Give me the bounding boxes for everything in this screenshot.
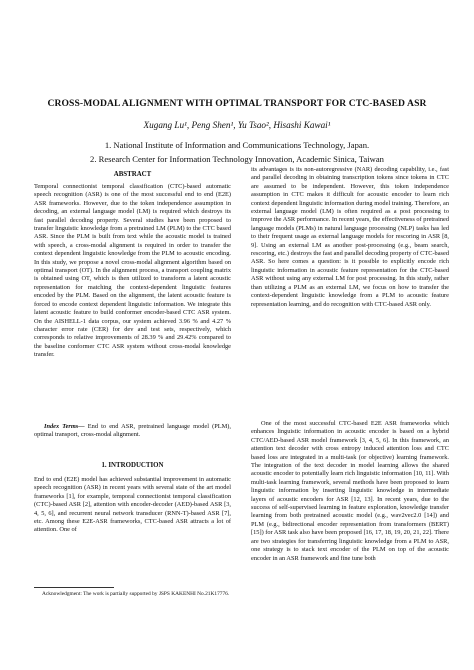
right-column-paragraph-1: its advantages is its non-autoregressive (NAR) decoding capability, i.e., fast and parallel decoding in obtaining transcription tokens since tokens in CTC are assumed to be independent. However, this token independence assumption in CTC makes it difficult for acoustic encoder to learn rich context dependent linguistic information during model training. Therefore, an external language model (LM) is often required as a post processing to improve the ASR performance. In recent years, the effectiveness of pretrained language models (PLMs) in natural language processing (NLP) tasks has led to their frequent usage as external language models for rescoring in ASR [8, 9]. Using an external LM as another post-processing (e.g., beam search, rescoring, etc.) destroys the fast and parallel decoding property of CTC-based ASR. So here comes a question: is it possible to explicitly encode rich linguistic information in acoustic feature representation for the CTC-based ASR without using any external LM for post processing. In this study, rather than utilizing a PLM as an external LM, we focus on how to transfer the context-dependent linguistic knowledge from a PLM to acoustic feature representation learning, and do recognition with CTC-based ASR only. — [251, 166, 449, 308]
paper-title: CROSS-MODAL ALIGNMENT WITH OPTIMAL TRANSPORT FOR CTC-BASED ASR — [47, 98, 427, 109]
introduction-heading: 1. INTRODUCTION — [101, 462, 164, 469]
abstract-text: Temporal connectionist temporal classification (CTC)-based automatic speech recognition (ASR) is one of the most successful end to end (E2E) ASR frameworks. However, due to the token independence assumption in decoding, an external language model (LM) is required which destroys its fast parallel decoding property. Several studies have been proposed to transfer linguistic knowledge from a pretrained LM (PLM) to the CTC based ASR. Since the PLM is built from text while the acoustic model is trained with speech, a cross-modal alignment is required in order to transfer the context dependent linguistic knowledge from the PLM to acoustic encoding. In this study, we propose a novel cross-modal alignment algorithm based on optimal transport (OT). In the alignment process, a transport coupling matrix is obtained using OT, which is then utilized to transform a latent acoustic representation for matching the context-dependent linguistic features encoded by the PLM. Based on the alignment, the latent acoustic feature is forced to encode context dependent linguistic information. We integrate this latent acoustic feature to build conformer encoder-based CTC ASR system. On the AISHELL-1 data corpus, our system achieved 3.96 % and 4.27 % character error rate (CER) for dev and test sets, respectively, which corresponds to relative improvements of 28.39 % and 29.42% compared to the baseline conformer CTC ASR system without cross-modal knowledge transfer. — [34, 183, 231, 359]
introduction-text: End to end (E2E) model has achieved substantial improvement in automatic speech recognition (ASR) in recent years with several state of the art model frameworks [1], for example, temporal connectionist temporal classification (CTC)-based ASR [2], attention with encoder-decoder (AED)-based ASR [3, 4, 5, 6], and recurrent neural network transducer (RNN-T)-based ASR [7], etc. Among these E2E-ASR frameworks, CTC-based ASR attracts a lot of attention. One of — [34, 476, 231, 534]
footnote-rule — [34, 587, 114, 588]
affiliation-2: 2. Research Center for Information Technology Innovation, Academic Sinica, Taiwan — [90, 154, 384, 164]
index-terms-text: End to end ASR, pretrained language model (PLM), optimal transport, cross-modal alignment. — [34, 423, 231, 439]
index-terms — [34, 423, 231, 440]
paper-authors: Xugang Lu¹, Peng Shen¹, Yu Tsao², Hisashi Kawai¹ — [143, 120, 331, 130]
footnote-acknowledgment: Acknowledgment: The work is partially supported by JSPS KAKENHI No.21K17776. — [42, 591, 230, 597]
affiliation-1: 1. National Institute of Information and Communications Technology, Japan. — [104, 140, 370, 150]
right-column-paragraph-2: One of the most successful CTC-based E2E ASR frameworks which enhances linguistic information in acoustic encoder is based on a hybrid CTC/AED-based ASR model framework [3, 4, 5, 6]. In this framework, an attention text decoder with cross entropy induced attention loss and CTC based loss are integrated in a multi-task (or objective) learning framework. The integration of the text decoder in model learning allows the shared acoustic encoder to potentially learn rich linguistic information [10, 11]. With multi-task learning framework, several methods have been proposed to learn linguistic information by inserting linguistic knowledge in intermediate layers of acoustic encoders for ASR [12, 13]. In recent years, due to the success of self-supervised learning in feature exploration, knowledge transfer learning from both pretrained acoustic model (e.g., wav2vec2.0 [14]) and PLM (e.g., bidirectional encoder representation from transformers (BERT) [15]) for ASR task also have been proposed [16, 17, 18, 19, 20, 21, 22]. There are two strategies for transferring linguistic knowledge from a PLM to ASR, one strategy is to stack text encoder of the PLM on top of the acoustic encoder in an ASR framework and fine tune both — [251, 420, 449, 562]
index-terms-label: Index Terms— — [44, 423, 85, 430]
abstract-heading: ABSTRACT — [113, 171, 152, 178]
